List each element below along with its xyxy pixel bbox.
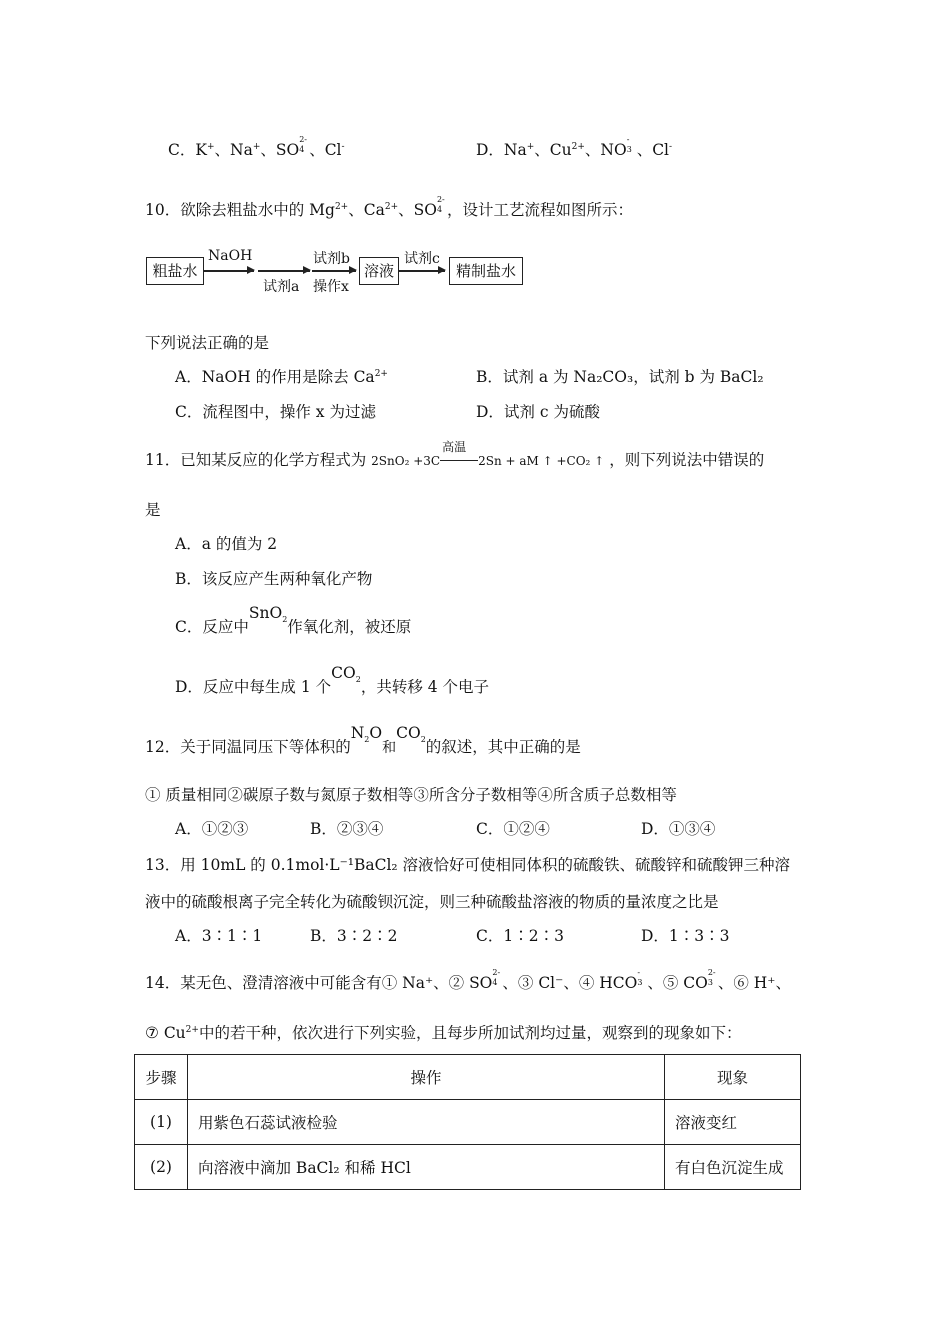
q11-stem: 11．已知某反应的化学方程式为 2SnO₂ +3C 高温 2Sn + aM ↑ +CO₂ ↑ ，则下列说法中错误的: [145, 440, 765, 469]
flow-label-reagent-a: 试剂a: [263, 279, 300, 295]
q13-stem-line1: 13．用 10mL 的 0.1mol·L⁻¹BaCl₂ 溶液恰好可使相同体积的硫酸铁、硫酸锌和硫酸钾三种溶: [145, 856, 791, 874]
table-row: [135, 1100, 801, 1145]
q12-option-d: D．①③④: [641, 820, 716, 838]
table-cell-phenomenon: 溶液变红: [665, 1100, 801, 1145]
q10-option-a: A．NaOH 的作用是除去 $Ca^{2+}$: [175, 368, 388, 386]
q14-stem-line1: 14．某无色、澄清溶液中可能含有① Na⁺、② SO 2- 4 、③ Cl⁻、④ HCO - 3 、⑤ CO 2- 3 、⑥ H⁺、: [145, 968, 791, 992]
flow-arrow-4: [399, 270, 445, 272]
flow-arrow-3: [312, 270, 356, 272]
q11-equation: 2SnO₂ +3C 高温 2Sn + aM ↑ +CO₂ ↑: [371, 440, 605, 468]
q10-prompt: 下列说法正确的是: [145, 334, 270, 352]
flow-label-operation-x: 操作x: [313, 279, 349, 295]
flow-label-naoh: NaOH: [208, 248, 253, 264]
table-cell-phenomenon: 有白色沉淀生成: [665, 1145, 801, 1190]
q10-option-b: B．试剂 a 为 Na₂CO₃，试剂 b 为 BaCl₂: [476, 368, 764, 386]
q12-option-b: B．②③④: [310, 820, 384, 838]
table-cell-step: (1): [135, 1100, 188, 1145]
flow-arrow-1: [204, 270, 254, 272]
flow-label-reagent-b: 试剂b: [313, 251, 350, 267]
q13-option-a: A．3∶1∶1: [175, 927, 263, 945]
table-cell-operation: 向溶液中滴加 BaCl₂ 和稀 HCl: [188, 1145, 665, 1190]
flow-arrow-2: [258, 270, 310, 272]
flow-label-reagent-c: 试剂c: [404, 251, 440, 267]
flow-box-refined-brine: 精制盐水: [449, 257, 523, 285]
q13-option-b: B．3∶2∶2: [310, 927, 398, 945]
table-header-row: [135, 1055, 801, 1100]
q13-option-d: D．1∶3∶3: [641, 927, 730, 945]
table-header-operation: 操作: [188, 1055, 665, 1100]
q10-stem: 10．欲除去粗盐水中的 $Mg^{2+}$、$Ca^{2+}$、SO 2- 4 ，设计工艺流程如图所示：: [145, 195, 633, 219]
table-header-step: 步骤: [135, 1055, 188, 1100]
q11-option-d: D．反应中每生成 1 个$CO^2$，共转移 4 个电子: [175, 664, 490, 696]
q10-option-c: C．流程图中，操作 x 为过滤: [175, 403, 376, 421]
q12-stem: 12．关于同温同压下等体积的$N^2O$和$CO^2$的叙述，其中正确的是: [145, 724, 581, 756]
q9-option-c: C．K+、Na+、SO 2- 4 、Cl-: [168, 135, 345, 159]
table-cell-operation: 用紫色石蕊试液检验: [188, 1100, 665, 1145]
q11-option-c: C．反应中SnO$^2$作氧化剂，被还原: [175, 604, 412, 636]
table-cell-step: (2): [135, 1145, 188, 1190]
q12-option-a: A．①②③: [175, 820, 249, 838]
q12-statements: ① 质量相同②碳原子数与氮原子数相等③所含分子数相等④所含质子总数相等: [145, 786, 677, 804]
q12-option-c: C．①②④: [476, 820, 550, 838]
q13-stem-line2: 液中的硫酸根离子完全转化为硫酸钡沉淀，则三种硫酸盐溶液的物质的量浓度之比是: [145, 893, 719, 911]
experiment-table: [134, 1054, 801, 1190]
table-row: [135, 1145, 801, 1190]
flow-box-solution: 溶液: [359, 257, 399, 285]
q13-option-c: C．1∶2∶3: [476, 927, 564, 945]
q14-stem-line2: ⑦ $Cu^{2+}$中的若干种，依次进行下列实验，且每步所加试剂均过量，观察到的现象如下：: [145, 1024, 742, 1042]
q11-option-b: B．该反应产生两种氧化产物: [175, 570, 373, 588]
q10-option-d: D．试剂 c 为硫酸: [476, 403, 600, 421]
q11-option-a: A．a 的值为 2: [175, 535, 278, 553]
table-header-phenomenon: 现象: [665, 1055, 801, 1100]
q9-option-d: D．Na+、$Cu^{2+}$、NO - 3 、Cl-: [476, 135, 673, 159]
q11-stem-end: 是: [145, 501, 161, 519]
flow-box-crude-brine: 粗盐水: [146, 257, 204, 285]
